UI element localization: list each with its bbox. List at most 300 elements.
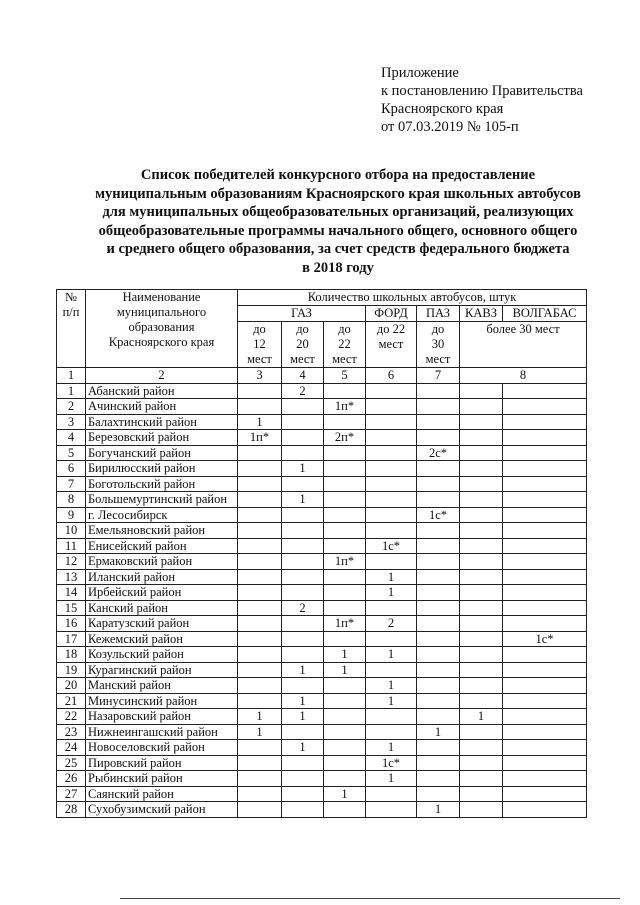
bus-count-cell bbox=[460, 554, 503, 570]
bus-count-cell bbox=[366, 724, 417, 740]
table-row bbox=[57, 507, 587, 523]
header-over-30: более 30 мест bbox=[460, 322, 587, 368]
row-number: 16 bbox=[57, 616, 86, 632]
bus-count-cell bbox=[417, 538, 460, 554]
bus-count-cell bbox=[503, 616, 587, 632]
bus-count-cell bbox=[366, 802, 417, 818]
header-paz-30-text: до 30 мест bbox=[425, 322, 451, 366]
bus-count-cell bbox=[238, 802, 282, 818]
bus-count-cell bbox=[238, 693, 282, 709]
header-name bbox=[86, 290, 238, 368]
bus-count-cell bbox=[282, 771, 324, 787]
bus-count-cell bbox=[366, 476, 417, 492]
bus-count-cell bbox=[503, 709, 587, 725]
bus-count-cell: 1п* bbox=[324, 554, 366, 570]
bus-count-cell: 2 bbox=[366, 616, 417, 632]
bus-count-cell bbox=[238, 678, 282, 694]
bus-count-cell bbox=[460, 585, 503, 601]
bus-count-cell: 1 bbox=[238, 414, 282, 430]
municipality-name: Абанский район bbox=[86, 383, 238, 399]
municipality-name: г. Лесосибирск bbox=[86, 507, 238, 523]
row-number: 14 bbox=[57, 585, 86, 601]
col-number: 4 bbox=[282, 368, 324, 384]
table-row bbox=[57, 693, 587, 709]
table-row bbox=[57, 755, 587, 771]
bus-count-cell bbox=[282, 786, 324, 802]
bus-count-cell bbox=[460, 802, 503, 818]
bus-count-cell: 1 bbox=[366, 771, 417, 787]
bus-count-cell bbox=[503, 662, 587, 678]
table-row bbox=[57, 461, 587, 477]
row-number: 2 bbox=[57, 399, 86, 415]
municipality-name: Новоселовский район bbox=[86, 740, 238, 756]
bus-count-cell: 1 bbox=[366, 678, 417, 694]
bus-count-cell bbox=[460, 414, 503, 430]
bus-count-cell bbox=[366, 631, 417, 647]
bus-count-cell bbox=[238, 383, 282, 399]
municipality-name: Ермаковский район bbox=[86, 554, 238, 570]
col-number: 5 bbox=[324, 368, 366, 384]
bus-count-cell bbox=[460, 569, 503, 585]
bus-count-cell bbox=[324, 492, 366, 508]
bus-count-cell bbox=[366, 786, 417, 802]
bus-count-cell bbox=[460, 461, 503, 477]
appendix-line: от 07.03.2019 № 105-п bbox=[381, 119, 519, 135]
table-row bbox=[57, 616, 587, 632]
table-row bbox=[57, 600, 587, 616]
table-row bbox=[57, 523, 587, 539]
bus-count-cell bbox=[460, 507, 503, 523]
table-row bbox=[57, 554, 587, 570]
bus-count-cell bbox=[238, 647, 282, 663]
bus-count-cell bbox=[366, 414, 417, 430]
bus-count-cell bbox=[324, 538, 366, 554]
header-ford-22 bbox=[366, 322, 417, 368]
municipality-name: Курагинский район bbox=[86, 662, 238, 678]
bus-count-cell: 1п* bbox=[238, 430, 282, 446]
row-number: 18 bbox=[57, 647, 86, 663]
bus-count-cell bbox=[324, 755, 366, 771]
municipality-name: Большемуртинский район bbox=[86, 492, 238, 508]
header-gaz-12-text: до 12 мест bbox=[247, 322, 272, 366]
row-number: 20 bbox=[57, 678, 86, 694]
bus-count-cell bbox=[503, 430, 587, 446]
table-row bbox=[57, 709, 587, 725]
bus-count-cell bbox=[324, 802, 366, 818]
bus-count-cell bbox=[503, 569, 587, 585]
bus-count-cell bbox=[460, 662, 503, 678]
bus-count-cell bbox=[238, 616, 282, 632]
bus-count-cell: 1 bbox=[366, 585, 417, 601]
header-num-text: № п/п bbox=[62, 290, 80, 319]
bus-count-cell: 1с* bbox=[503, 631, 587, 647]
document-title bbox=[40, 166, 636, 277]
bus-count-cell bbox=[417, 523, 460, 539]
bus-count-cell: 1 bbox=[324, 786, 366, 802]
municipality-name: Сухобузимский район bbox=[86, 802, 238, 818]
header-gaz: ГАЗ bbox=[238, 306, 366, 322]
bus-count-cell bbox=[417, 476, 460, 492]
bus-count-cell bbox=[503, 507, 587, 523]
row-number: 28 bbox=[57, 802, 86, 818]
bus-count-cell bbox=[282, 755, 324, 771]
bus-count-cell bbox=[417, 430, 460, 446]
bus-count-cell bbox=[503, 771, 587, 787]
bus-count-cell bbox=[417, 786, 460, 802]
bus-count-cell bbox=[324, 678, 366, 694]
bus-count-cell bbox=[238, 662, 282, 678]
bus-count-cell: 2с* bbox=[417, 445, 460, 461]
bus-count-cell: 1с* bbox=[366, 538, 417, 554]
bus-count-cell bbox=[503, 445, 587, 461]
bus-count-cell bbox=[503, 538, 587, 554]
bus-count-cell bbox=[503, 678, 587, 694]
bus-count-cell bbox=[417, 399, 460, 415]
row-number: 6 bbox=[57, 461, 86, 477]
bus-count-cell: 1 bbox=[324, 662, 366, 678]
bus-count-cell bbox=[503, 476, 587, 492]
bus-count-cell bbox=[417, 693, 460, 709]
bus-count-cell bbox=[460, 492, 503, 508]
bus-count-cell bbox=[460, 693, 503, 709]
header-paz-30 bbox=[417, 322, 460, 368]
row-number: 23 bbox=[57, 724, 86, 740]
municipality-name: Канский район bbox=[86, 600, 238, 616]
row-number: 24 bbox=[57, 740, 86, 756]
bus-count-cell bbox=[460, 383, 503, 399]
table-row bbox=[57, 569, 587, 585]
table-row bbox=[57, 771, 587, 787]
bus-count-cell bbox=[460, 538, 503, 554]
bus-count-cell bbox=[460, 445, 503, 461]
row-number: 8 bbox=[57, 492, 86, 508]
bus-count-cell: 1п* bbox=[324, 616, 366, 632]
col-number: 6 bbox=[366, 368, 417, 384]
bus-count-cell bbox=[503, 740, 587, 756]
appendix-block bbox=[381, 64, 583, 136]
bus-count-cell: 1с* bbox=[366, 755, 417, 771]
bus-count-cell bbox=[460, 616, 503, 632]
table-row bbox=[57, 445, 587, 461]
bus-count-cell bbox=[238, 445, 282, 461]
bus-count-cell: 1 bbox=[460, 709, 503, 725]
bus-count-cell bbox=[238, 461, 282, 477]
table-row bbox=[57, 786, 587, 802]
bus-count-cell bbox=[417, 616, 460, 632]
bus-count-cell: 1 bbox=[366, 693, 417, 709]
bus-count-cell bbox=[282, 678, 324, 694]
table-row bbox=[57, 662, 587, 678]
bus-count-cell bbox=[324, 585, 366, 601]
bus-count-cell bbox=[324, 523, 366, 539]
municipality-name: Емельяновский район bbox=[86, 523, 238, 539]
table-row bbox=[57, 399, 587, 415]
header-volgabus: ВОЛГАБАС bbox=[503, 306, 587, 322]
bus-count-cell bbox=[460, 430, 503, 446]
bus-count-cell bbox=[324, 461, 366, 477]
row-number: 15 bbox=[57, 600, 86, 616]
table-row bbox=[57, 802, 587, 818]
bus-count-cell: 1 bbox=[366, 647, 417, 663]
bus-count-cell bbox=[366, 709, 417, 725]
bus-count-cell bbox=[503, 786, 587, 802]
row-number: 11 bbox=[57, 538, 86, 554]
bus-count-cell bbox=[238, 538, 282, 554]
table-row bbox=[57, 476, 587, 492]
header-gaz-22 bbox=[324, 322, 366, 368]
bus-count-cell bbox=[417, 383, 460, 399]
bus-count-cell bbox=[460, 755, 503, 771]
bus-count-cell: 1 bbox=[282, 461, 324, 477]
bus-count-cell bbox=[324, 414, 366, 430]
bus-count-cell bbox=[282, 523, 324, 539]
header-gaz-20-text: до 20 мест bbox=[290, 322, 315, 366]
bus-count-cell: 1 bbox=[238, 724, 282, 740]
row-number: 10 bbox=[57, 523, 86, 539]
bus-count-cell bbox=[366, 554, 417, 570]
table-row bbox=[57, 678, 587, 694]
col-number: 1 bbox=[57, 368, 86, 384]
bus-count-cell bbox=[324, 724, 366, 740]
bus-count-cell: 2 bbox=[282, 600, 324, 616]
bus-count-cell bbox=[238, 771, 282, 787]
bus-count-cell bbox=[324, 445, 366, 461]
appendix-line: Красноярского края bbox=[381, 101, 504, 117]
bus-count-cell: 2 bbox=[282, 383, 324, 399]
bus-count-cell bbox=[282, 430, 324, 446]
bus-count-cell bbox=[417, 771, 460, 787]
bus-count-cell bbox=[417, 755, 460, 771]
appendix-line: к постановлению Правительства bbox=[381, 83, 583, 99]
bus-count-cell bbox=[282, 724, 324, 740]
table-row bbox=[57, 724, 587, 740]
row-number: 13 bbox=[57, 569, 86, 585]
header-gaz-12 bbox=[238, 322, 282, 368]
bus-count-cell: 1 bbox=[417, 724, 460, 740]
bus-count-cell bbox=[282, 476, 324, 492]
bus-count-cell bbox=[417, 600, 460, 616]
bus-count-cell bbox=[282, 802, 324, 818]
municipality-name: Иланский район bbox=[86, 569, 238, 585]
bus-count-cell bbox=[324, 740, 366, 756]
row-number: 22 bbox=[57, 709, 86, 725]
page-bottom-rule bbox=[120, 898, 620, 899]
bus-count-cell: 1 bbox=[282, 693, 324, 709]
municipality-name: Березовский район bbox=[86, 430, 238, 446]
bus-count-cell bbox=[366, 662, 417, 678]
municipality-name: Саянский район bbox=[86, 786, 238, 802]
bus-count-cell bbox=[417, 492, 460, 508]
row-number: 27 bbox=[57, 786, 86, 802]
bus-count-cell bbox=[460, 771, 503, 787]
row-number: 21 bbox=[57, 693, 86, 709]
winners-table bbox=[56, 289, 587, 818]
bus-count-cell: 1 bbox=[366, 740, 417, 756]
municipality-name: Кежемский район bbox=[86, 631, 238, 647]
bus-count-cell: 1 bbox=[282, 740, 324, 756]
bus-count-cell: 1 bbox=[366, 569, 417, 585]
bus-count-cell bbox=[366, 399, 417, 415]
bus-count-cell bbox=[460, 631, 503, 647]
row-number: 12 bbox=[57, 554, 86, 570]
bus-count-cell bbox=[366, 523, 417, 539]
bus-count-cell bbox=[460, 678, 503, 694]
municipality-name: Нижнеингашский район bbox=[86, 724, 238, 740]
bus-count-cell bbox=[366, 492, 417, 508]
bus-count-cell bbox=[324, 383, 366, 399]
bus-count-cell bbox=[282, 585, 324, 601]
row-number: 7 bbox=[57, 476, 86, 492]
bus-count-cell bbox=[503, 414, 587, 430]
bus-count-cell: 1 bbox=[324, 647, 366, 663]
bus-count-cell: 1 bbox=[238, 709, 282, 725]
bus-count-cell bbox=[282, 414, 324, 430]
bus-count-cell bbox=[366, 507, 417, 523]
bus-count-cell bbox=[417, 678, 460, 694]
header-ford: ФОРД bbox=[366, 306, 417, 322]
bus-count-cell bbox=[282, 507, 324, 523]
municipality-name: Рыбинский район bbox=[86, 771, 238, 787]
bus-count-cell bbox=[238, 523, 282, 539]
col-number: 3 bbox=[238, 368, 282, 384]
row-number: 25 bbox=[57, 755, 86, 771]
bus-count-cell: 1 bbox=[282, 662, 324, 678]
bus-count-cell bbox=[282, 569, 324, 585]
bus-count-cell bbox=[282, 538, 324, 554]
table-row bbox=[57, 647, 587, 663]
row-number: 19 bbox=[57, 662, 86, 678]
municipality-name: Ачинский район bbox=[86, 399, 238, 415]
municipality-name: Каратузский район bbox=[86, 616, 238, 632]
bus-count-cell bbox=[238, 740, 282, 756]
municipality-name: Балахтинский район bbox=[86, 414, 238, 430]
bus-count-cell bbox=[238, 755, 282, 771]
bus-count-cell bbox=[503, 802, 587, 818]
row-number: 9 bbox=[57, 507, 86, 523]
appendix-line: Приложение bbox=[381, 65, 459, 81]
bus-count-cell bbox=[503, 585, 587, 601]
bus-count-cell bbox=[460, 399, 503, 415]
row-number: 17 bbox=[57, 631, 86, 647]
title-line: общеобразовательные программы начального общего, основного общего bbox=[98, 222, 578, 239]
header-ford-22-text: до 22 мест bbox=[376, 322, 406, 351]
bus-count-cell bbox=[503, 523, 587, 539]
bus-count-cell bbox=[324, 631, 366, 647]
row-number: 1 bbox=[57, 383, 86, 399]
bus-count-cell bbox=[417, 647, 460, 663]
bus-count-cell bbox=[366, 430, 417, 446]
bus-count-cell: 1с* bbox=[417, 507, 460, 523]
bus-count-cell bbox=[417, 554, 460, 570]
header-num bbox=[57, 290, 86, 368]
bus-count-cell bbox=[503, 554, 587, 570]
col-number: 7 bbox=[417, 368, 460, 384]
title-line: в 2018 году bbox=[302, 259, 374, 276]
bus-count-cell bbox=[417, 662, 460, 678]
bus-count-cell bbox=[460, 600, 503, 616]
bus-count-cell bbox=[238, 399, 282, 415]
bus-count-cell bbox=[238, 569, 282, 585]
bus-count-cell: 1п* bbox=[324, 399, 366, 415]
header-kavz: КАВЗ bbox=[460, 306, 503, 322]
bus-count-cell bbox=[238, 492, 282, 508]
bus-count-cell bbox=[238, 554, 282, 570]
bus-count-cell bbox=[282, 631, 324, 647]
col-number: 8 bbox=[460, 368, 587, 384]
bus-count-cell bbox=[366, 383, 417, 399]
table-row bbox=[57, 430, 587, 446]
bus-count-cell bbox=[238, 600, 282, 616]
municipality-name: Минусинский район bbox=[86, 693, 238, 709]
municipality-name: Ирбейский район bbox=[86, 585, 238, 601]
bus-count-cell bbox=[238, 476, 282, 492]
bus-count-cell bbox=[282, 554, 324, 570]
row-number: 3 bbox=[57, 414, 86, 430]
bus-count-cell bbox=[324, 771, 366, 787]
bus-count-cell: 1 bbox=[282, 709, 324, 725]
bus-count-cell bbox=[282, 647, 324, 663]
bus-count-cell bbox=[282, 445, 324, 461]
bus-count-cell bbox=[324, 600, 366, 616]
bus-count-cell bbox=[282, 399, 324, 415]
bus-count-cell bbox=[460, 724, 503, 740]
municipality-name: Назаровский район bbox=[86, 709, 238, 725]
bus-count-cell bbox=[324, 507, 366, 523]
bus-count-cell bbox=[503, 647, 587, 663]
title-line: и среднего общего образования, за счет средств федерального бюджета bbox=[106, 241, 570, 257]
bus-count-cell bbox=[460, 523, 503, 539]
bus-count-cell bbox=[366, 461, 417, 477]
bus-count-cell bbox=[503, 600, 587, 616]
title-line: Список победителей конкурсного отбора на предоставление bbox=[140, 167, 536, 183]
bus-count-cell bbox=[417, 631, 460, 647]
table-row bbox=[57, 631, 587, 647]
municipality-name: Боготольский район bbox=[86, 476, 238, 492]
bus-count-cell bbox=[460, 647, 503, 663]
header-gaz-20 bbox=[282, 322, 324, 368]
table-row bbox=[57, 538, 587, 554]
bus-count-cell bbox=[238, 507, 282, 523]
bus-count-cell bbox=[324, 476, 366, 492]
table-row bbox=[57, 740, 587, 756]
bus-count-cell bbox=[324, 709, 366, 725]
table-row bbox=[57, 492, 587, 508]
bus-count-cell bbox=[503, 693, 587, 709]
bus-count-cell bbox=[417, 414, 460, 430]
bus-count-cell bbox=[238, 786, 282, 802]
bus-count-cell bbox=[324, 693, 366, 709]
bus-count-cell: 1 bbox=[282, 492, 324, 508]
bus-count-cell bbox=[503, 492, 587, 508]
municipality-name: Бирилюсский район bbox=[86, 461, 238, 477]
bus-count-cell bbox=[417, 585, 460, 601]
bus-count-cell bbox=[238, 631, 282, 647]
bus-count-cell bbox=[503, 383, 587, 399]
title-line: муниципальным образованиям Красноярского края школьных автобусов bbox=[95, 185, 581, 202]
bus-count-cell bbox=[282, 616, 324, 632]
bus-count-cell bbox=[417, 709, 460, 725]
bus-count-cell bbox=[366, 600, 417, 616]
bus-count-cell bbox=[503, 461, 587, 477]
table-row bbox=[57, 585, 587, 601]
col-number: 2 bbox=[86, 368, 238, 384]
table-row bbox=[57, 383, 587, 399]
bus-count-cell bbox=[366, 445, 417, 461]
row-number: 26 bbox=[57, 771, 86, 787]
bus-count-cell bbox=[503, 724, 587, 740]
bus-count-cell bbox=[417, 740, 460, 756]
header-quantity: Количество школьных автобусов, штук bbox=[238, 290, 587, 306]
